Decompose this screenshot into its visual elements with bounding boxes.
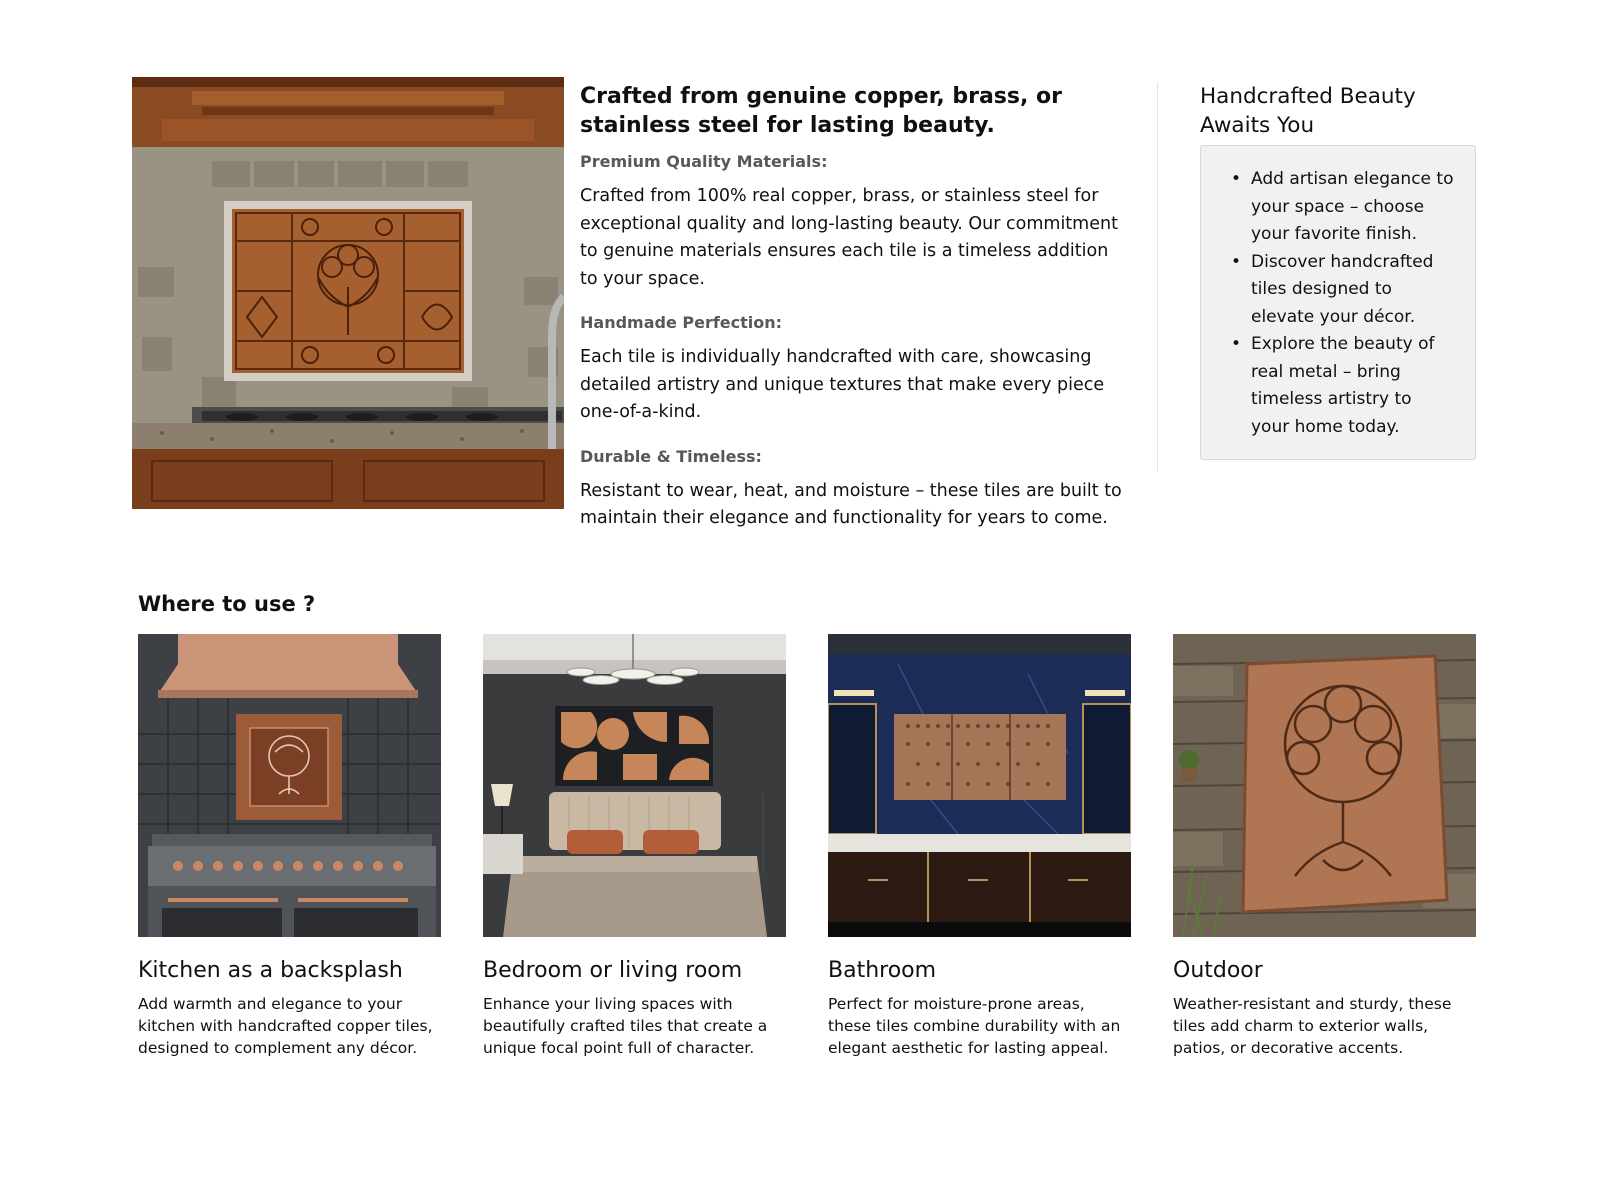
product-description [580,82,1125,552]
usage-card-bathroom [828,634,1131,1059]
card-title: Bedroom or living room [483,958,743,983]
card-description: Add warmth and elegance to your kitchen with handcrafted copper tiles, designed to complement any décor. [138,995,433,1057]
materials-section [580,151,1125,293]
bathroom-image [828,634,1131,937]
card-description: Weather-resistant and sturdy, these tiles add charm to exterior walls, patios, or decorative accents. [1173,995,1452,1057]
main-heading: Crafted from genuine copper, brass, or stainless steel for lasting beauty. [580,84,1062,138]
card-description: Enhance your living spaces with beautifully crafted tiles that create a unique focal point full of character. [483,995,768,1057]
usage-card-kitchen [138,634,441,1059]
bullet-item: • Discover handcrafted tiles designed to elevate your décor. [1231,249,1455,332]
vertical-divider [1157,82,1158,472]
where-to-use-heading: Where to use ? [138,592,316,616]
bullet-item: • Add artisan elegance to your space – choose your favorite finish. [1231,166,1455,249]
section-text: Crafted from 100% real copper, brass, or stainless steel for exceptional quality and long-lasting beauty. Our commitment to genuine materials ensures each tile is a timeless addition to your space. [580,186,1118,289]
side-heading: Handcrafted Beauty Awaits You [1200,84,1416,138]
kitchen-image [138,634,441,937]
usage-card-outdoor [1173,634,1476,1059]
outdoor-image [1173,634,1476,937]
kitchen-backsplash-hero-image [132,77,564,509]
section-subheading: Handmade Perfection: [580,313,783,332]
card-description: Perfect for moisture-prone areas, these tiles combine durability with an elegant aesthetic for lasting appeal. [828,995,1121,1057]
section-text: Resistant to wear, heat, and moisture – these tiles are built to maintain their elegance and functionality for years to come. [580,480,1122,528]
durable-section [580,446,1125,533]
section-text: Each tile is individually handcrafted with care, showcasing detailed artistry and unique textures that make every piece one-of-a-kind. [580,347,1105,422]
card-title: Bathroom [828,958,937,983]
bullet-item: • Explore the beauty of real metal – bring timeless artistry to your home today. [1231,331,1455,441]
side-panel [1200,82,1476,460]
section-subheading: Durable & Timeless: [580,446,762,466]
card-title: Outdoor [1173,958,1263,983]
bullet-box [1200,145,1476,460]
bedroom-image [483,634,786,937]
bullet-list [1231,166,1455,441]
usage-card-bedroom [483,634,786,1059]
card-title: Kitchen as a backsplash [138,958,403,983]
handmade-section [580,312,1125,427]
product-feature-section [0,0,1605,560]
section-subheading: Premium Quality Materials: [580,152,828,171]
